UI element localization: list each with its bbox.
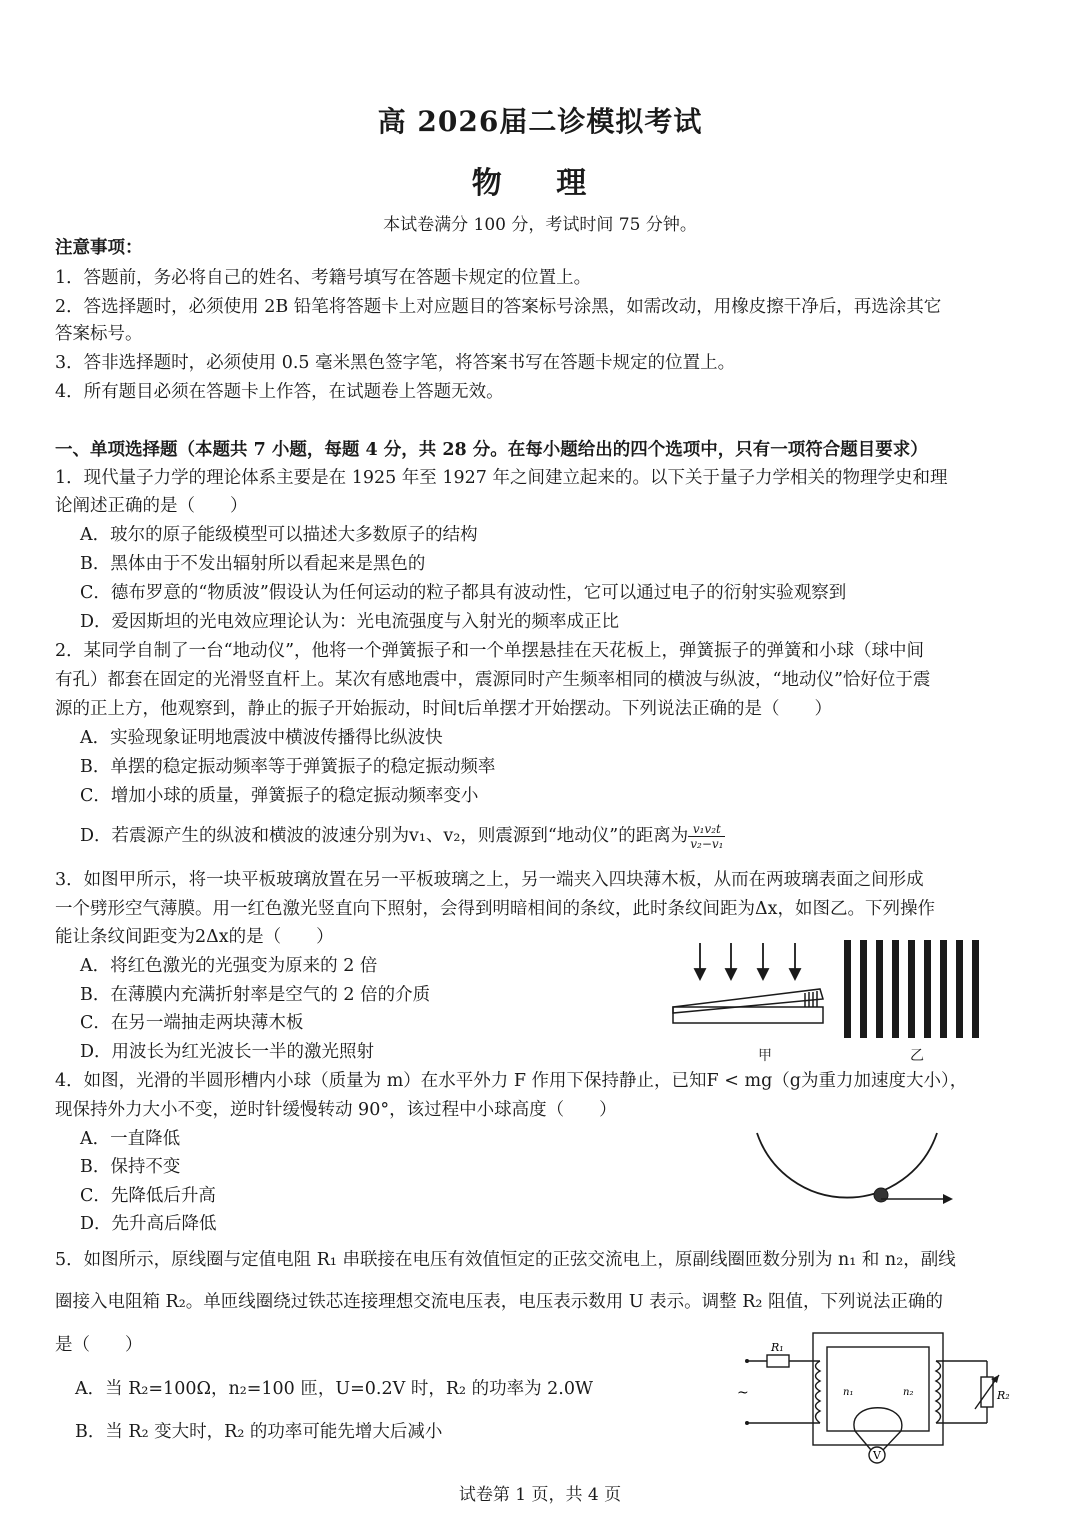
q2-stem: 有孔）都套在固定的光滑竖直杆上。某次有感地震中，震源同时产生频率相同的横波与纵波，“地动仪”恰好位于震 xyxy=(55,670,931,690)
note-item: 2．答选择题时，必须使用 2B 铅笔将答题卡上对应题目的答案标号涂黑，如需改动，用橡皮擦干净后，再选涂其它 xyxy=(55,297,942,317)
note-item: 1．答题前，务必将自己的姓名、考籍号填写在答题卡规定的位置上。 xyxy=(55,268,592,288)
n2-label: n₂ xyxy=(903,1387,914,1398)
q1-stem: 1．现代量子力学的理论体系主要是在 1925 年至 1927 年之间建立起来的。以下关于量子力学相关的物理学史和理 xyxy=(55,468,948,488)
semicircle-groove-figure xyxy=(745,1125,960,1250)
q2-stem: 源的正上方，他观察到，静止的振子开始振动，时间t后单摆才开始摆动。下列说法正确的是（ ） xyxy=(55,699,833,719)
ac-source-label: ~ xyxy=(737,1385,749,1401)
q1-option-c: C．德布罗意的“物质波”假设认为任何运动的粒子都具有波动性，它可以通过电子的衍射实验观察到 xyxy=(80,583,847,603)
figure-label-jia: 甲 xyxy=(758,1048,772,1064)
fraction-denominator: v₂−v₁ xyxy=(690,837,724,851)
q2-option-a: A．实验现象证明地震波中横波传播得比纵波快 xyxy=(80,728,443,748)
q4-option-c: C．先降低后升高 xyxy=(80,1186,216,1206)
wedge-film-figure xyxy=(665,935,835,1035)
figure-label-yi: 乙 xyxy=(910,1048,924,1064)
section-heading: 一、单项选择题（本题共 7 小题，每题 4 分，共 28 分。在每小题给出的四个选项中，只有一项符合题目要求） xyxy=(55,440,928,460)
q1-stem: 论阐述正确的是（ ） xyxy=(55,496,248,516)
interference-fringes-figure xyxy=(840,940,990,1038)
q5-stem: 圈接入电阻箱 R₂。单匝线圈绕过铁芯连接理想交流电压表，电压表示数用 U 表示。调整 R₂ 阻值，下列说法正确的 xyxy=(55,1292,943,1312)
q5-stem: 是（ ） xyxy=(55,1335,143,1355)
q2-stem: 2．某同学自制了一台“地动仪”，他将一个弹簧振子和一个单摆悬挂在天花板上，弹簧振子的弹簧和小球（球中间 xyxy=(55,641,925,661)
r1-label: R₁ xyxy=(771,1341,784,1354)
exam-title: 高 2026届二诊模拟考试 xyxy=(377,105,703,138)
q5-option-a: A．当 R₂=100Ω，n₂=100 匝，U=0.2V 时，R₂ 的功率为 2.0W xyxy=(75,1379,593,1399)
subject-title: 物 理 xyxy=(471,166,609,201)
q3-option-c: C．在另一端抽走两块薄木板 xyxy=(80,1013,304,1033)
note-item: 4．所有题目必须在答题卡上作答，在试题卷上答题无效。 xyxy=(55,382,504,402)
exam-info: 本试卷满分 100 分，考试时间 75 分钟。 xyxy=(383,215,697,235)
q2-option-d-text: D．若震源产生的纵波和横波的波速分别为v₁、v₂，则震源到“地动仪”的距离为 xyxy=(80,826,689,846)
q1-option-a: A．玻尔的原子能级模型可以描述大多数原子的结构 xyxy=(80,525,478,545)
distance-fraction xyxy=(688,822,725,851)
q4-stem: 4．如图，光滑的半圆形槽内小球（质量为 m）在水平外力 F 作用下保持静止，已知F < mg（g为重力加速度大小）， xyxy=(55,1071,968,1091)
page-footer: 试卷第 1 页，共 4 页 xyxy=(458,1485,622,1505)
q3-stem: 3．如图甲所示，将一块平板玻璃放置在另一平板玻璃之上，另一端夹入四块薄木板，从而在两玻璃表面之间形成 xyxy=(55,870,924,890)
q2-option-d xyxy=(80,822,725,851)
q1-option-d: D．爱因斯坦的光电效应理论认为：光电流强度与入射光的频率成正比 xyxy=(80,612,620,632)
notes-heading: 注意事项： xyxy=(55,238,143,258)
q3-option-d: D．用波长为红光波长一半的激光照射 xyxy=(80,1042,375,1062)
q3-option-a: A．将红色激光的光强变为原来的 2 倍 xyxy=(80,956,378,976)
q4-option-a: A．一直降低 xyxy=(80,1129,181,1149)
q3-stem: 一个劈形空气薄膜。用一红色激光竖直向下照射，会得到明暗相间的条纹，此时条纹间距为Δx，如图乙。下列操作 xyxy=(55,899,936,919)
fraction-numerator: v₁v₂t xyxy=(688,822,725,837)
q3-stem: 能让条纹间距变为2Δx的是（ ） xyxy=(55,927,334,947)
q5-stem: 5．如图所示，原线圈与定值电阻 R₁ 串联接在电压有效值恒定的正弦交流电上，原副线圈匝数分别为 n₁ 和 n₂，副线 xyxy=(55,1250,956,1270)
q3-option-b: B．在薄膜内充满折射率是空气的 2 倍的介质 xyxy=(80,985,431,1005)
q5-option-b: B．当 R₂ 变大时，R₂ 的功率可能先增大后减小 xyxy=(75,1422,443,1442)
q4-option-b: B．保持不变 xyxy=(80,1157,181,1177)
r2-label: R₂ xyxy=(997,1389,1010,1402)
n1-label: n₁ xyxy=(843,1387,854,1398)
q2-option-b: B．单摆的稳定振动频率等于弹簧振子的稳定振动频率 xyxy=(80,757,496,777)
q1-option-b: B．黑体由于不发出辐射所以看起来是黑色的 xyxy=(80,554,426,574)
note-item: 3．答非选择题时，必须使用 0.5 毫米黑色签字笔，将答案书写在答题卡规定的位置上。 xyxy=(55,353,736,373)
q4-stem: 现保持外力大小不变，逆时针缓慢转动 90°，该过程中小球高度（ ） xyxy=(55,1100,617,1120)
voltmeter-label: V xyxy=(873,1449,881,1462)
q2-option-c: C．增加小球的质量，弹簧振子的稳定振动频率变小 xyxy=(80,786,479,806)
note-item: 答案标号。 xyxy=(55,324,143,344)
q4-option-d: D．先升高后降低 xyxy=(80,1214,217,1234)
transformer-circuit-figure xyxy=(735,1325,1035,1470)
